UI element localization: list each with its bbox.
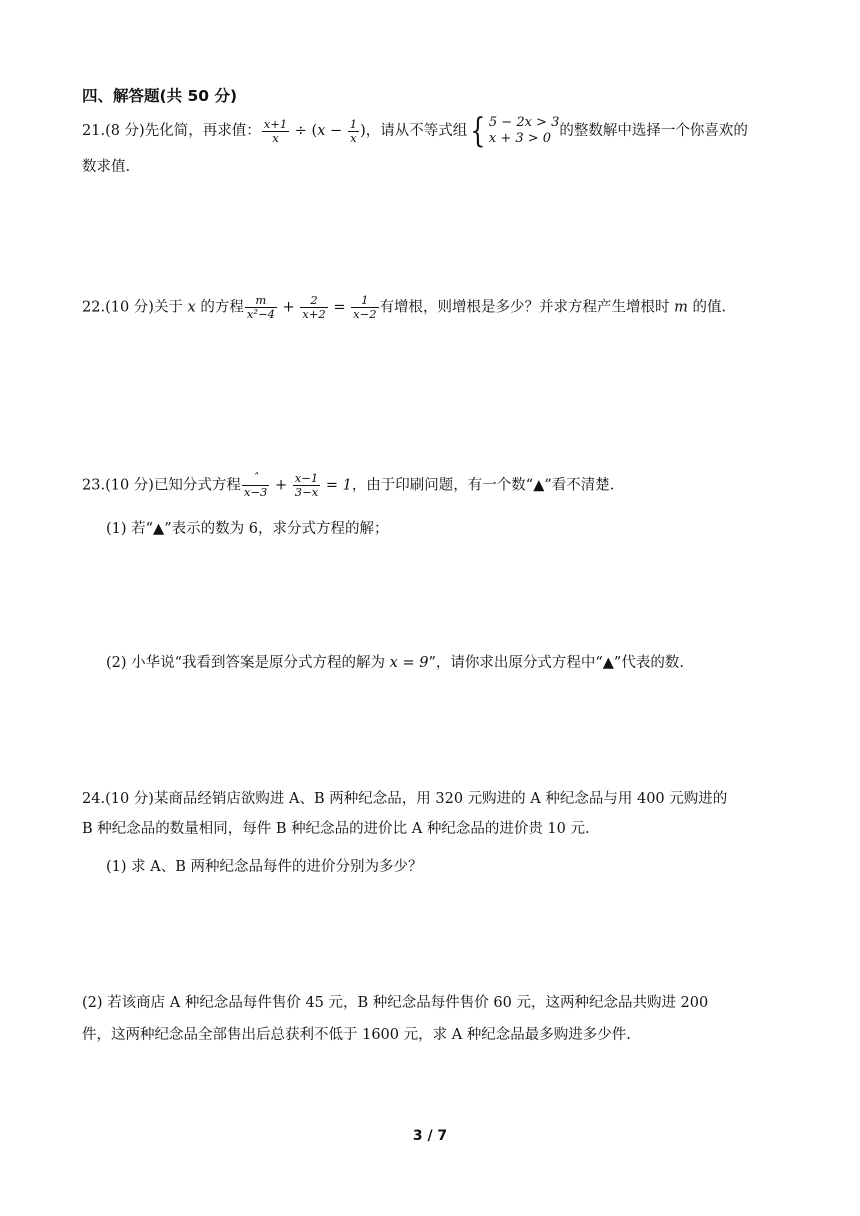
q21-tail: 的整数解中选择一个你喜欢的: [559, 123, 748, 139]
question-22: [82, 294, 726, 321]
q21-lead: 先化简，再求值：: [144, 123, 261, 139]
q21-mid: ，请从不等式组: [365, 123, 468, 139]
q22-fraction-1: $\frac{m}{\text{x²−4}}$: [246, 293, 275, 321]
q23-plus: +: [270, 477, 292, 494]
question-23-part2: [106, 652, 684, 674]
question-24-part1: (1) 求 A、B 两种纪念品每件的进价分别为多少？: [106, 859, 423, 875]
q22-var-m: m: [669, 299, 693, 316]
q23-part2-a: (2) 小华说“我看到答案是原分式方程的解为: [106, 655, 386, 671]
q22-plus: +: [277, 299, 300, 316]
q24-line1: 某商品经销店欲购进 A、B 两种纪念品，用 320 元购进的 A 种纪念品与用 400 元购进的: [153, 791, 728, 807]
q22-fraction-3: $\frac{1}{x-2}$: [353, 293, 377, 321]
q23-number: 23.: [82, 477, 106, 494]
q22-lead: 关于: [153, 299, 183, 316]
q23-part2-b: ”，请你求出原分式方程中“▲”代表的数.: [428, 655, 684, 671]
q22-lead2: 的方程: [200, 299, 244, 316]
q23-tail: ，由于印刷问题，有一个数“▲”看不清楚.: [351, 477, 615, 494]
q23-eq: = 1: [321, 477, 352, 494]
question-24-part2-line2: 件，这两种纪念品全部售出后总获利不低于 1600 元，求 A 种纪念品最多购进多少件.: [82, 1027, 631, 1043]
question-21-line1: [82, 111, 748, 151]
q22-var-x: x: [182, 299, 201, 316]
q22-eq: =: [328, 299, 351, 316]
q22-score: (10 分): [105, 299, 154, 316]
q22-tail2: 的值.: [692, 299, 727, 316]
q23-lead: 已知分式方程: [153, 477, 241, 494]
q21-number: 21.: [82, 123, 106, 139]
q21-ineq2: x + 3 > 0: [488, 131, 552, 146]
q23-fraction-2: $\frac{x-1}{3-x}$: [294, 471, 319, 499]
q21-ineq1: 5 − 2x > 3: [488, 115, 560, 130]
page-number: 3 / 7: [412, 1128, 448, 1144]
question-23-part1: (1) 若“▲”表示的数为 6，求分式方程的解；: [106, 521, 389, 537]
section-title: 四、解答题(共 50 分): [82, 87, 238, 105]
q24-score: (10 分): [105, 791, 154, 807]
q21-fraction: $\frac{x+1}{x}$: [263, 116, 288, 145]
question-24-line2: B 种纪念品的数量相同，每件 B 种纪念品的进价比 A 种纪念品的进价贵 10 元.: [82, 821, 590, 837]
question-21-line2: 数求值.: [82, 159, 131, 175]
q21-x-minus: x −: [317, 123, 347, 139]
q22-number: 22.: [82, 299, 106, 316]
q22-fraction-2: $\frac{2}{x+2}$: [302, 293, 326, 321]
q23-score: (10 分): [105, 477, 154, 494]
question-24-line1: [82, 788, 727, 810]
q21-op: ÷ (: [290, 123, 318, 139]
question-23: [82, 472, 614, 499]
q21-inner-fraction: $\frac{1}{x}$: [349, 116, 358, 145]
q22-tail: 有增根，则增根是多少？并求方程产生增根时: [379, 299, 670, 316]
q23-part2-eq: x = 9: [385, 655, 429, 671]
q21-inequality-system: { 5 − 2x > 3 x + 3 > 0: [470, 111, 560, 151]
q21-close: ): [360, 123, 366, 139]
q24-number: 24.: [82, 791, 106, 807]
question-24-part2-line1: (2) 若该商店 A 种纪念品每件售价 45 元，B 种纪念品每件售价 60 元，这两种纪念品共购进 200: [82, 995, 709, 1011]
q23-fraction-1: $\frac{\text{ˆ}}{x-3}$: [243, 471, 268, 499]
q21-score: (8 分): [105, 123, 145, 139]
